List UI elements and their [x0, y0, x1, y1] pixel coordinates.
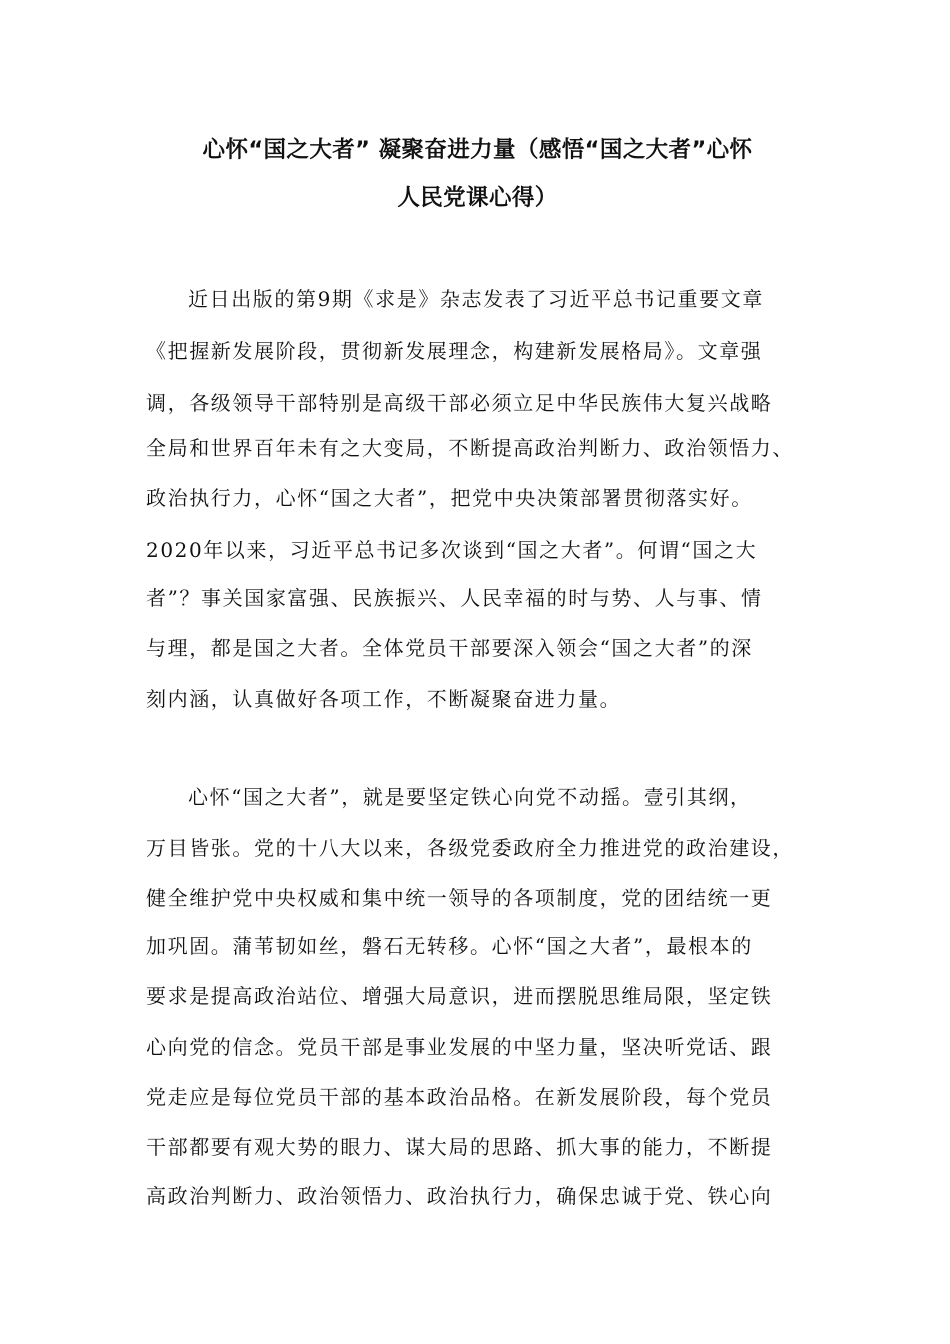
paragraph-line: 2020年以来，习近平总书记多次谈到“国之大者”。何谓“国之大 [146, 538, 758, 562]
paragraph-line: 者”？事关国家富强、民族振兴、人民幸福的时与势、人与事、情 [146, 586, 763, 610]
paragraph-line: 心怀“国之大者”，就是要坚定铁心向党不动摇。壹引其纲， [188, 785, 752, 809]
paragraph-line: 政治执行力，心怀“国之大者”，把党中央决策部署贯彻落实好。 [146, 486, 753, 510]
paragraph-line: 党走应是每位党员干部的基本政治品格。在新发展阶段，每个党员 [146, 1085, 773, 1109]
paragraph-line: 心向党的信念。党员干部是事业发展的中坚力量，坚决听党话、跟 [146, 1035, 773, 1059]
paragraph-line: 调，各级领导干部特别是高级干部必须立足中华民族伟大复兴战略 [146, 391, 773, 415]
paragraph-line: 高政治判断力、政治领悟力、政治执行力，确保忠诚于党、铁心向 [146, 1184, 773, 1208]
paragraph-line: 《把握新发展阶段，贯彻新发展理念，构建新发展格局》。文章强 [146, 339, 763, 363]
paragraph-line: 刻内涵，认真做好各项工作，不断凝聚奋进力量。 [146, 687, 622, 711]
paragraph-line: 干部都要有观大势的眼力、谋大局的思路、抓大事的能力，不断提 [146, 1135, 773, 1159]
paragraph-line: 加巩固。蒲苇韧如丝，磐石无转移。心怀“国之大者”，最根本的 [146, 934, 753, 958]
title-line-1: 心怀“国之大者” 凝聚奋进力量（感悟“国之大者”心怀 [202, 137, 753, 163]
paragraph-line: 要求是提高政治站位、增强大局意识，进而摆脱思维局限，坚定铁 [146, 984, 773, 1008]
paragraph-line: 近日出版的第9期《求是》杂志发表了习近平总书记重要文章 [188, 287, 764, 311]
paragraph-line: 与理，都是国之大者。全体党员干部要深入领会“国之大者”的深 [146, 636, 753, 660]
title-line-2: 人民党课心得） [397, 185, 558, 211]
paragraph-line: 万目皆张。党的十八大以来，各级党委政府全力推进党的政治建设， [146, 836, 794, 860]
paragraph-line: 全局和世界百年未有之大变局，不断提高政治判断力、政治领悟力、 [146, 436, 794, 460]
paragraph-line: 健全维护党中央权威和集中统一领导的各项制度，党的团结统一更 [146, 886, 773, 910]
